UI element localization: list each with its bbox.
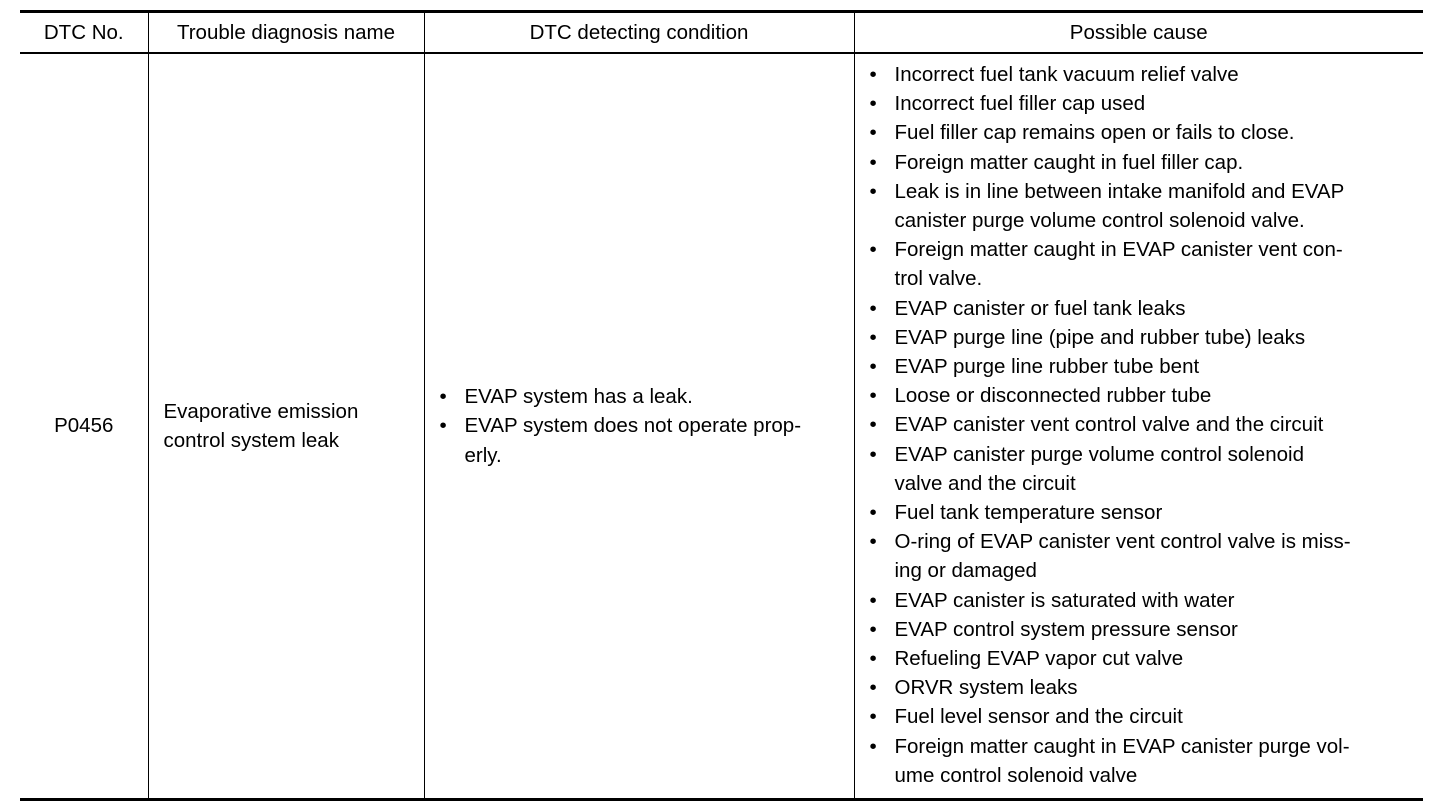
detecting-condition-cell [424, 53, 854, 800]
cause-text: ing or damaged [894, 559, 1037, 583]
cause-text: • Foreign matter caught in fuel filler cap. [894, 150, 1244, 174]
cause-item [869, 294, 1420, 323]
cause-text: • EVAP control system pressure sensor [894, 617, 1238, 641]
cause-item [869, 60, 1420, 89]
cause-item [869, 440, 1420, 498]
diagnosis-name-line: control system leak [163, 429, 339, 453]
cause-item [869, 323, 1420, 352]
cause-item [869, 118, 1420, 147]
dtc-code: P0456 [54, 414, 114, 438]
cause-item [869, 527, 1420, 585]
cause-item [869, 702, 1420, 731]
cause-text: • EVAP purge line rubber tube bent [894, 355, 1200, 379]
header-row [20, 12, 1423, 54]
diagnosis-name-line: Evaporative emission [163, 399, 359, 423]
cause-item [869, 498, 1420, 527]
cause-text: • Foreign matter caught in EVAP canister vent con- [894, 238, 1343, 262]
cause-text: • Foreign matter caught in EVAP canister purge vol- [894, 734, 1350, 758]
cause-text: valve and the circuit [894, 471, 1076, 495]
condition-item [439, 411, 850, 469]
cause-item [869, 148, 1420, 177]
cause-text: • Refueling EVAP vapor cut valve [894, 647, 1184, 671]
table-header [20, 12, 1423, 54]
cause-text: • Fuel filler cap remains open or fails to close. [894, 121, 1295, 145]
cause-item [869, 615, 1420, 644]
cause-text: canister purge volume control solenoid valve. [894, 209, 1305, 233]
cause-text: • Loose or disconnected rubber tube [894, 384, 1212, 408]
trouble-diagnosis-name-cell [148, 53, 424, 800]
cause-item [869, 586, 1420, 615]
table-row [20, 53, 1423, 800]
possible-cause-list [869, 60, 1420, 790]
cause-item [869, 352, 1420, 381]
header-dtc-detecting-condition: DTC detecting condition [424, 12, 854, 54]
cause-text: ume control solenoid valve [894, 763, 1138, 787]
condition-text: erly. [464, 443, 502, 467]
cause-text: • ORVR system leaks [894, 676, 1078, 700]
detecting-condition-list [439, 382, 850, 470]
cause-item [869, 673, 1420, 702]
cause-item [869, 410, 1420, 439]
cause-text: • EVAP canister is saturated with water [894, 588, 1235, 612]
cause-item [869, 89, 1420, 118]
cause-text: • EVAP canister purge volume control solenoid [894, 442, 1304, 466]
condition-item [439, 382, 850, 411]
header-trouble-diagnosis-name: Trouble diagnosis name [148, 12, 424, 54]
header-dtc-no: DTC No. [43, 20, 124, 44]
dtc-code-cell [20, 53, 148, 800]
cause-text: trol valve. [894, 267, 983, 291]
cause-text: • EVAP canister vent control valve and the circuit [894, 413, 1324, 437]
cause-item [869, 177, 1420, 235]
cause-text: • Fuel level sensor and the circuit [894, 705, 1183, 729]
cause-item [869, 381, 1420, 410]
cause-text: • Fuel tank temperature sensor [894, 501, 1163, 525]
condition-text: • EVAP system does not operate prop- [464, 414, 802, 438]
cause-text: • Leak is in line between intake manifold and EVAP [894, 179, 1345, 203]
header-possible-cause: Possible cause [854, 12, 1423, 54]
cause-text: • Incorrect fuel tank vacuum relief valve [894, 63, 1239, 86]
cause-text: • EVAP purge line (pipe and rubber tube) leaks [894, 325, 1306, 349]
cause-item [869, 235, 1420, 293]
table-body [20, 53, 1423, 800]
cause-item [869, 644, 1420, 673]
cause-item [869, 732, 1420, 790]
dtc-table [20, 10, 1423, 801]
cause-text: • EVAP canister or fuel tank leaks [894, 296, 1186, 320]
condition-text: • EVAP system has a leak. [464, 385, 693, 409]
possible-cause-cell [854, 53, 1423, 800]
cause-text: • O-ring of EVAP canister vent control valve is miss- [894, 530, 1351, 554]
cause-text: • Incorrect fuel filler cap used [894, 92, 1146, 116]
